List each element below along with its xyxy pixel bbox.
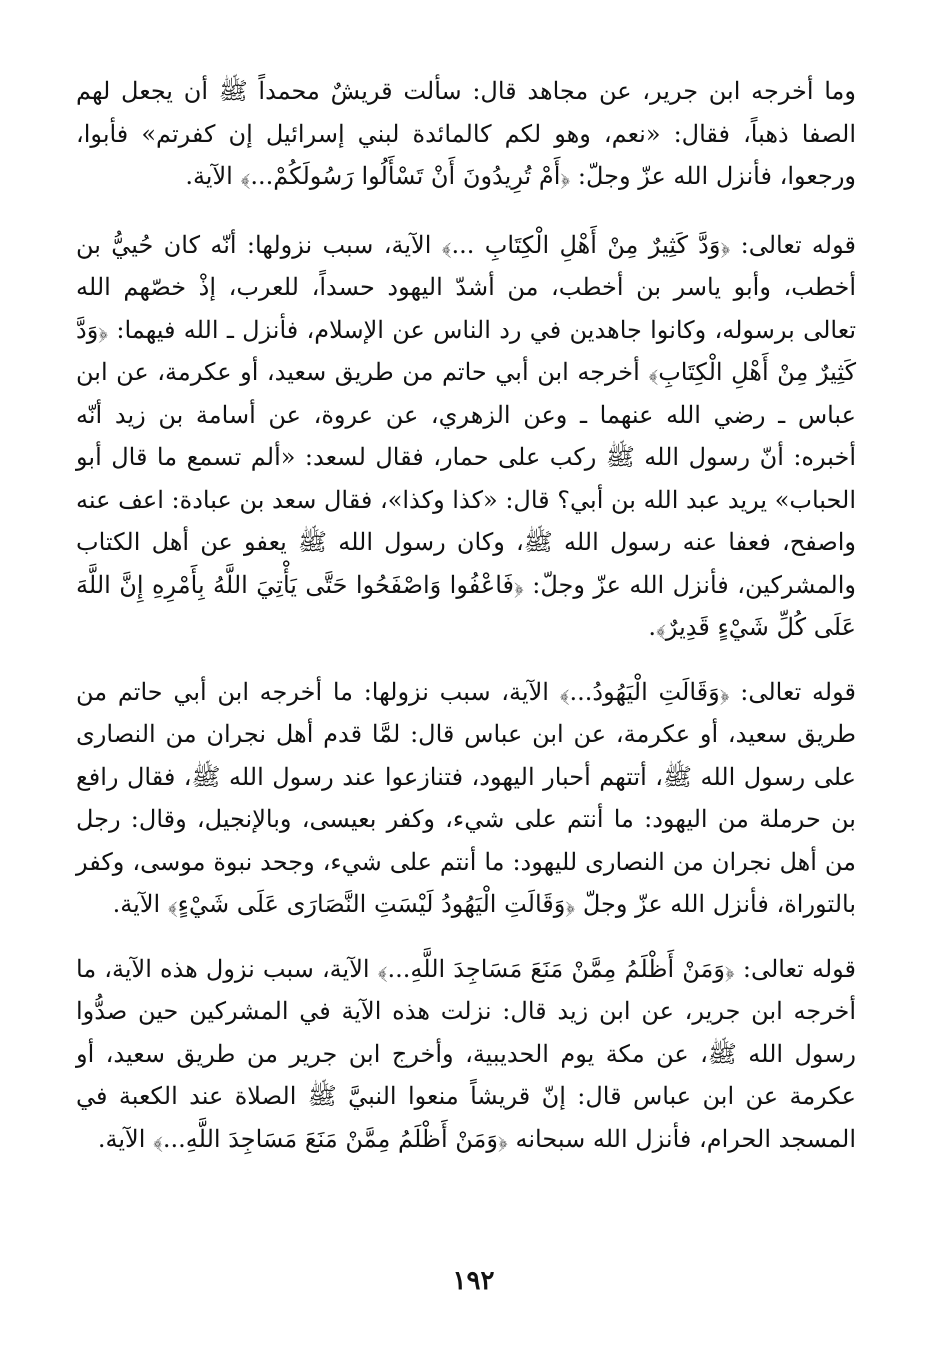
paragraph-man-azlam: قوله تعالى: ﴿وَمَنْ أَظْلَمُ مِمَّنْ مَنَعَ مَسَاجِدَ اللَّهِ...﴾ الآية، سبب نزول هذه الآية، ما أخرجه ابن جرير، عن ابن زيد قال: نزلت هذه الآية في المشركين حين صدُّوا رسول الله ﷺ، عن مكة يوم الحديبية، وأخرج ابن جرير من طريق سعيد، أو عكرمة عن ابن عباس قال: إنّ قريشاً منعوا النبيَّ ﷺ الصلاة عند الكعبة في المسجد الحرام، فأنزل الله سبحانه ﴿وَمَنْ أَظْلَمُ مِمَّنْ مَنَعَ مَسَاجِدَ اللَّهِ...﴾ الآية. — [76, 954, 857, 1153]
page-number: ١٩٢ — [452, 1266, 495, 1296]
page-text-body — [76, 70, 856, 1182]
paragraph-wadda-kathir: قوله تعالى: ﴿وَدَّ كَثِيرٌ مِنْ أَهْلِ الْكِتَابِ ...﴾ الآية، سبب نزولها: أنّه كان حُييُّ بن أخطب، وأبو ياسر بن أخطب، من أشدّ اليهود حسداً، للعرب، إذْ خصّهم الله تعالى برسوله، وكانوا جاهدين في رد الناس عن الإسلام، فأنزل ـ الله فيهما: ﴿وَدَّ كَثِيرٌ مِنْ أَهْلِ الْكِتَابِ﴾ أخرجه ابن أبي حاتم من طريق سعيد، أو عكرمة، عن ابن عباس ـ رضي الله عنهما ـ وعن الزهري، عن عروة، عن أسامة بن زيد أنّه أخبره: أنّ رسول الله ﷺ ركب على حمار، فقال لسعد: «ألم تسمع ما قال أبو الحباب» يريد عبد الله بن أبي؟ قال: «كذا وكذا»، فقال سعد بن عبادة: اعف عنه واصفح، فعفا عنه رسول الله ﷺ، وكان رسول الله ﷺ يعفو عن أهل الكتاب والمشركين، فأنزل الله عزّ وجلّ: ﴿فَاعْفُوا وَاصْفَحُوا حَتَّى يَأْتِيَ اللَّهُ بِأَمْرِهِ إِنَّ اللَّهَ عَلَى كُلِّ شَيْءٍ قَدِيرٌ﴾. — [76, 230, 857, 641]
paragraph-qalat-al-yahud: قوله تعالى: ﴿وَقَالَتِ الْيَهُودُ...﴾ الآية، سبب نزولها: ما أخرجه ابن أبي حاتم من طريق سعيد، أو عكرمة، عن ابن عباس قال: لمَّا قدم أهل نجران من النصارى على رسول الله ﷺ، أتتهم أحبار اليهود، فتنازعوا عند رسول الله ﷺ، فقال رافع بن حرملة من اليهود: ما أنتم على شيء، وكفر بعيسى، وبالإنجيل، وقال: رجل من أهل نجران من النصارى لليهود: ما أنتم على شيء، وجحد نبوة موسى، وكفر بالتوراة، فأنزل الله عزّ وجلّ ﴿وَقَالَتِ الْيَهُودُ لَيْسَتِ النَّصَارَى عَلَى شَيْءٍ﴾ الآية. — [76, 677, 856, 918]
paragraph-mujahid-narration: وما أخرجه ابن جرير، عن مجاهد قال: سألت قريشٌ محمداً ﷺ أن يجعل لهم الصفا ذهباً، فقال: «نعم، وهو لكم كالمائدة لبني إسرائيل إن كفرتم» فأبوا، ورجعوا، فأنزل الله عزّ وجلّ: ﴿أَمْ تُرِيدُونَ أَنْ تَسْأَلُوا رَسُولَكُمْ...﴾ الآية. — [76, 77, 856, 190]
